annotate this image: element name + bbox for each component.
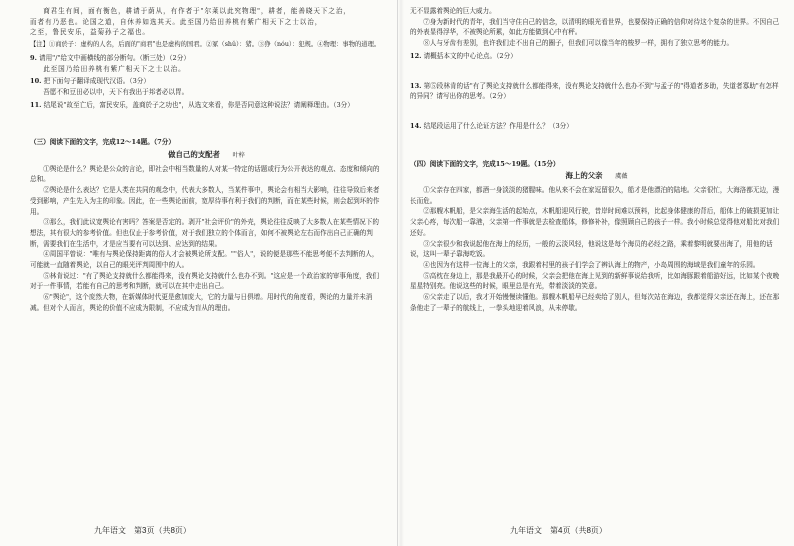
- intro-line-3: 之至，鲁民安乐，益菊孙子之福也。: [30, 28, 150, 37]
- question-13: [410, 81, 783, 102]
- paragraph-2: ②舆论是什么表达？它是人类在共同的观念中，代表大多数人，当某件事中，舆论会有相当大影响，往往导致后来者受到影响，产生先入为主的印象。因此，在一些舆论面前，宽厚待事有利于我们的判断，而在某些时候，则会起到坏的作用。: [30, 186, 380, 216]
- intro-line-2: 而者有乃恶也。论国之道，自休养如选其天。此至国乃给田养桃有紫广相天下之士以治，: [30, 17, 323, 26]
- paragraph-6: ⑥父亲走了以后，我才开始慢慢读懂他。那艘木帆船早已经卖给了别人，但每次站在海边，我都觉得父亲还在海上，还在那条他走了一辈子的航线上，一拳头地迎着风浪，从未停歇。: [410, 293, 780, 312]
- paragraph-4: ④周国平曾说："唯有与舆论保持距离的俗人才会被舆论所支配。""俗人"，说的便是那些不能思考便不去判断的人，可能就一直随着舆论，以自己的眼光评判周围中的人。: [30, 250, 379, 270]
- article-author: 叶梓: [232, 152, 245, 160]
- paragraph-5: ⑤高枕在身边上，那是我最开心的时候，父亲会把他在海上见到的新鲜事说给我听，比如海豚跟着船游好远，比如某个夜晚星星特别亮。他说这些的时候，眼里总是有光，带着淡淡的笑意。: [410, 271, 780, 291]
- question-12: [410, 51, 783, 62]
- paragraph-2: ②那艘木帆船，是父亲海生活的起始点，木帆船迎风行驶，昔岸时间难以预料，比起身体健康的背后，船体上的破损更加让父亲心疼，每次船一靠港，父亲第一件事就是去检查船体，修修补补，像照顾自己的孩子一样。我小时候总觉得他对船比对我们还好。: [410, 207, 780, 237]
- question-number: 12.: [410, 51, 422, 60]
- question-14: [410, 121, 783, 132]
- question-number: 10.: [30, 77, 42, 86]
- article-title-text: 做自己的支配者: [168, 150, 220, 160]
- question-number: 13.: [410, 81, 422, 90]
- paragraph-6: ⑥"舆论"，这个庞然大物，在新媒体时代更是愈加庞大，它的力量与日俱增。用时代的角度看，舆论的力量并未消减。但对个人而言，舆论的价值不应成为限制，不应成为盲从的理由。: [30, 293, 373, 312]
- question-text: 结尾段运用了什么论证方法？作用是什么？（3分）: [423, 121, 573, 130]
- answer-space: [30, 110, 383, 134]
- paragraph-1: ①父亲存在四家，都酒一身淡淡的猪腥味。他从来不会在家逗留很久，船才是他漂泊的陆地。父亲很忙，大海洛都无边，漫长而危。: [410, 186, 780, 205]
- question-text: 第⑤段林肯的话"有了舆论支持就什么都能得来，没有舆论支持就什么也办不到"与孟子的"得道者多助，失道者寡助"有怎样的异同？请写出你的思考。（2分）: [410, 81, 779, 101]
- question-9: [30, 53, 383, 64]
- right-page: [397, 0, 794, 546]
- article-title: [410, 171, 783, 183]
- article-title: [30, 150, 383, 162]
- question-text: 请用"/"给文中画横线的部分断句。（断三处）（2分）: [39, 53, 190, 62]
- page-crease: [398, 0, 404, 546]
- intro-line-1: 无不显露着舆论的巨大威力。: [410, 7, 496, 15]
- question-text: 把下面句子翻译成现代汉语。（3分）: [43, 77, 150, 86]
- question-10-sentence: 吾愿不和豆田必以申，天下有我出于邦者必以胃。: [43, 87, 189, 96]
- page-footer: 九年语文 第3页（共8页）: [94, 526, 191, 535]
- article-title-text: 海上的父亲: [565, 171, 603, 181]
- paragraph-1: ①舆论是什么？舆论是公众的言论，即社会中相当数量的人对某一特定的话题或行为公开表达的观点、态度和倾向的总和。: [30, 164, 380, 184]
- question-10: [30, 76, 383, 87]
- section-3-heading: （三）阅读下面的文字，完成12～14题。（7分）: [30, 138, 175, 147]
- article-author: 虞薇: [615, 173, 628, 181]
- question-text: 请概括本文的中心论点。（2分）: [423, 51, 517, 60]
- answer-space: [410, 132, 783, 156]
- annotation-note: 【注】①商於子：虚构的人名，后面的"商君"也是虚构的国君。②冢（shǔ）：猪。③狰（nóu）：犯规。④物理：事物的道理。: [30, 41, 381, 49]
- paragraph-5: ⑤林肯说过："有了舆论支持就什么都能得来，没有舆论支持就什么也办不到。"这应是一个政治家的审事角度，我们对于一件事情，若能有自己的思考和判断，就可以在其中走出自己。: [30, 271, 379, 291]
- section-4-heading: （四）阅读下面的文字，完成15～19题。（15分）: [410, 159, 560, 168]
- paragraph-3: ③父亲很少和我说起他在海上的经历，一般的云淡风轻，他说这是每个海员的必经之路，乘着黎明就要出海了，用他的话说，这叫一辈子靠海吃饭。: [410, 239, 773, 259]
- question-11: [30, 100, 383, 111]
- answer-space: [410, 102, 783, 119]
- right-page-content: [410, 6, 783, 313]
- answer-space: [410, 62, 783, 79]
- page-footer: 九年语文 第4页（共8页）: [510, 526, 607, 535]
- paragraph-4: ④也因为有这样一位海上的父亲，我跟着村里的孩子们学会了辨认海上的物产，小岛周围的海域是我们童年的乐园。: [423, 260, 760, 269]
- left-page-content: [30, 6, 383, 314]
- question-number: 11.: [30, 100, 42, 109]
- question-9-sentence: 此至国乃给田养桃有紫广相天下之士以治。: [43, 64, 186, 73]
- question-number: 9.: [30, 53, 37, 62]
- intro-line-3: ⑧人与牙齿有差别，也许我们走不出自己的圈子，但我们可以像当年的梭罗一样，拥有了独立思考的能力。: [423, 39, 734, 48]
- question-number: 14.: [410, 121, 422, 130]
- question-text: 结尾说"故至亡后，富民安乐，盖商於子之功也"，从选文来看，你是否同意这种说法？请阐释理由。（3分）: [43, 100, 354, 109]
- intro-line-2: ⑦身为新时代的青年，我们当守住自己的信念，以清明的眼光看世界，也要保持正确的信仰对待这个复杂的世界。不因自己的外表显得浮华，不被舆论所累，如此方能做到心中有秤。: [410, 17, 780, 37]
- paragraph-3: ③那么，我们此议宽舆论有害吗？答案是否定的。剥开"社会评价"的外壳，舆论往往反映了大多数人在某些情况下的想法，其有很大的参考价值。但也仅止于参考价值，对于我们独立的个体而言，如何不被舆论左右而作出自己正确的判断，需要我们在生活中，才是应当要有可以达到、应达到的结果。: [30, 218, 379, 248]
- intro-line-1: 商君生有间，面有衡色，耕请于荫从，有作者于"尔莱以此究物理"，耕者，能善晓天下之治，: [43, 7, 351, 15]
